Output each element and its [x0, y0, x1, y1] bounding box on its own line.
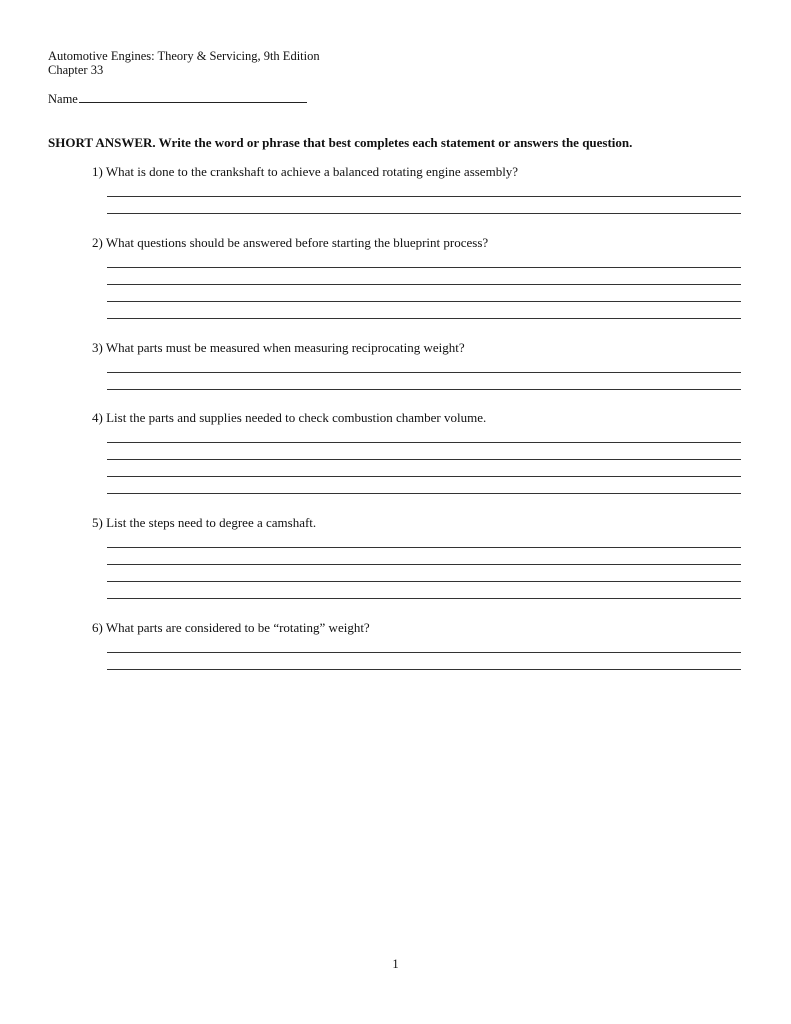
answer-line[interactable]: [107, 372, 741, 373]
answer-line[interactable]: [107, 196, 741, 197]
answer-line[interactable]: [107, 267, 741, 268]
book-title: Automotive Engines: Theory & Servicing, 9th Edition: [48, 49, 320, 63]
question-1: 1) What is done to the crankshaft to achieve a balanced rotating engine assembly?: [92, 164, 519, 179]
answer-line[interactable]: [107, 284, 741, 285]
question-5: 5) List the steps need to degree a camshaft.: [92, 515, 317, 530]
answer-line[interactable]: [107, 652, 741, 653]
answer-line[interactable]: [107, 564, 741, 565]
answer-line[interactable]: [107, 493, 741, 494]
section-heading: SHORT ANSWER. Write the word or phrase that best completes each statement or answers the question.: [48, 135, 633, 150]
name-row: [48, 91, 307, 106]
question-4: 4) List the parts and supplies needed to check combustion chamber volume.: [92, 410, 487, 425]
name-label: Name: [48, 92, 78, 106]
answer-line[interactable]: [107, 213, 741, 214]
chapter-label: Chapter 33: [48, 63, 104, 77]
answer-line[interactable]: [107, 301, 741, 302]
answer-line[interactable]: [107, 598, 741, 599]
question-2: 2) What questions should be answered before starting the blueprint process?: [92, 235, 489, 250]
question-6: 6) What parts are considered to be “rotating” weight?: [92, 620, 370, 635]
answer-line[interactable]: [107, 318, 741, 319]
answer-line[interactable]: [107, 389, 741, 390]
answer-line[interactable]: [107, 547, 741, 548]
answer-line[interactable]: [107, 669, 741, 670]
answer-line[interactable]: [107, 476, 741, 477]
answer-line[interactable]: [107, 459, 741, 460]
answer-line[interactable]: [107, 442, 741, 443]
name-blank-line[interactable]: [79, 91, 307, 103]
page-number: 1: [392, 957, 399, 971]
question-3: 3) What parts must be measured when measuring reciprocating weight?: [92, 340, 465, 355]
answer-line[interactable]: [107, 581, 741, 582]
